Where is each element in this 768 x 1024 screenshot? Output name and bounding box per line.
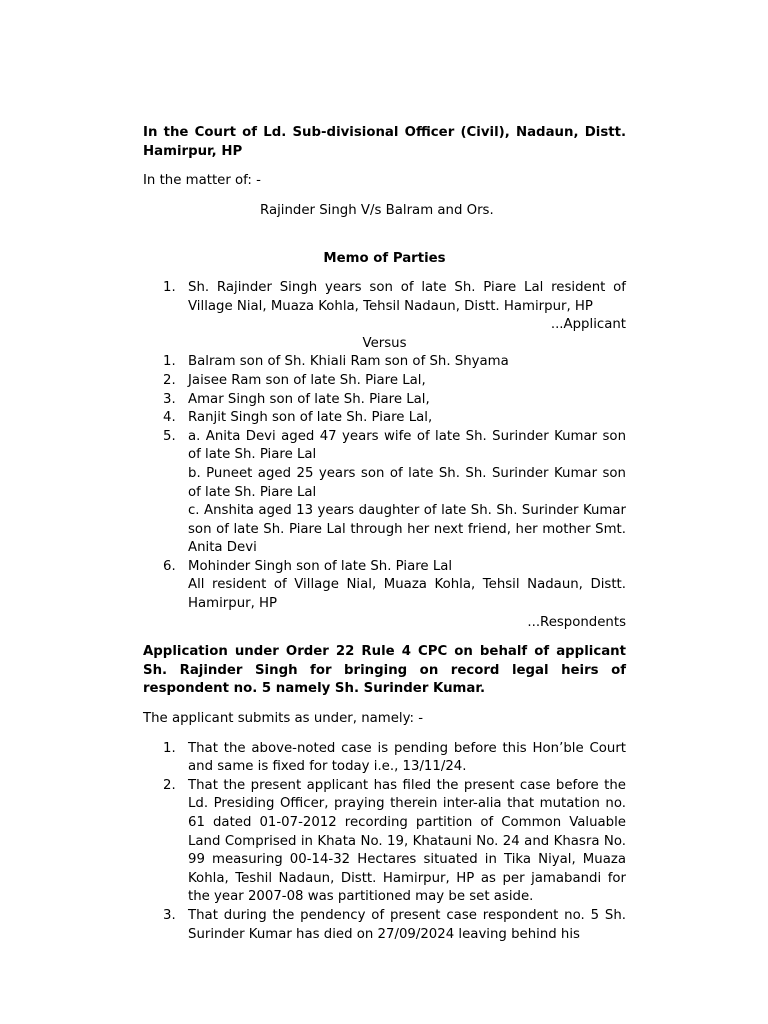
list-number: 3.: [163, 907, 176, 923]
list-number: 6.: [163, 558, 176, 574]
point-text: That during the pendency of present case respondent no. 5 Sh. Surinder Kumar has died on 27/09/2024 leaving behind his: [188, 907, 626, 942]
submits-line: The applicant submits as under, namely: -: [143, 711, 424, 727]
respondent-line: Amar Singh son of late Sh. Piare Lal,: [188, 391, 430, 407]
list-number: 5.: [163, 428, 176, 444]
respondent-item: [143, 391, 626, 410]
document-content: [143, 124, 626, 944]
respondent-line: All resident of Village Nial, Muaza Kohla, Tehsil Nadaun, Distt. Hamirpur, HP: [188, 577, 626, 612]
applicant-text: Sh. Rajinder Singh years son of late Sh. Piare Lal resident of Village Nial, Muaza Kohla, Tehsil Nadaun, Distt. Hamirpur, HP: [188, 279, 626, 314]
point-text: That the above-noted case is pending before this Hon’ble Court and same is fixed for today i.e., 13/11/24.: [188, 740, 626, 775]
list-number: 3.: [163, 391, 176, 407]
point-item: [143, 907, 626, 944]
list-number: 1.: [163, 354, 176, 370]
list-number: 2.: [163, 372, 176, 388]
applicant-list: [143, 279, 626, 316]
respondent-line: Balram son of Sh. Khiali Ram son of Sh. Shyama: [188, 354, 509, 370]
respondents-tag: ...Respondents: [527, 614, 626, 630]
applicant-tag: ...Applicant: [550, 317, 626, 333]
respondent-line: c. Anshita aged 13 years daughter of late Sh. Sh. Surinder Kumar son of late Sh. Piare Lal through her next friend, her mother Smt. Anita Devi: [188, 503, 626, 556]
respondent-item: [143, 372, 626, 391]
respondent-line: Mohinder Singh son of late Sh. Piare Lal: [188, 558, 453, 574]
respondent-item: [143, 353, 626, 372]
point-item: [143, 740, 626, 777]
respondent-line: a. Anita Devi aged 47 years wife of late Sh. Surinder Kumar son of late Sh. Piare Lal: [188, 428, 626, 463]
versus-label: Versus: [362, 335, 407, 351]
case-title: Rajinder Singh V/s Balram and Ors.: [260, 202, 494, 218]
respondent-line: Ranjit Singh son of late Sh. Piare Lal,: [188, 410, 433, 426]
respondent-item: [143, 428, 626, 558]
list-number: 1.: [163, 279, 176, 295]
court-heading: In the Court of Ld. Sub-divisional Officer (Civil), Nadaun, Distt. Hamirpur, HP: [143, 125, 626, 159]
applicant-item: [143, 279, 626, 316]
respondent-line: b. Puneet aged 25 years son of late Sh. Sh. Surinder Kumar son of late Sh. Piare Lal: [188, 465, 626, 500]
respondent-list: [143, 353, 626, 613]
respondent-item: [143, 558, 626, 614]
list-number: 1.: [163, 740, 176, 756]
point-text: That the present applicant has filed the present case before the Ld. Presiding Officer, praying therein inter-alia that mutation no. 61 dated 01-07-2012 recording partition of Common Valuable Land Comprised in Khata No. 19, Khatauni No. 24 and Khasra No. 99 measuring 00-14-32 Hectares situated in Tika Niyal, Muaza Kohla, Teshil Nadaun, Distt. Hamirpur, HP as per jamabandi for the year 2007-08 was partitioned may be set aside.: [188, 777, 626, 905]
points-list: [143, 740, 626, 945]
respondent-line: Jaisee Ram son of late Sh. Piare Lal,: [188, 372, 426, 388]
respondent-item: [143, 409, 626, 428]
in-matter-line: In the matter of: -: [143, 173, 261, 189]
memo-title: Memo of Parties: [323, 251, 446, 267]
point-item: [143, 777, 626, 907]
list-number: 4.: [163, 410, 176, 426]
application-heading: Application under Order 22 Rule 4 CPC on behalf of applicant Sh. Rajinder Singh for bringing on record legal heirs of respondent no. 5 namely Sh. Surinder Kumar.: [143, 644, 626, 697]
list-number: 2.: [163, 777, 176, 793]
